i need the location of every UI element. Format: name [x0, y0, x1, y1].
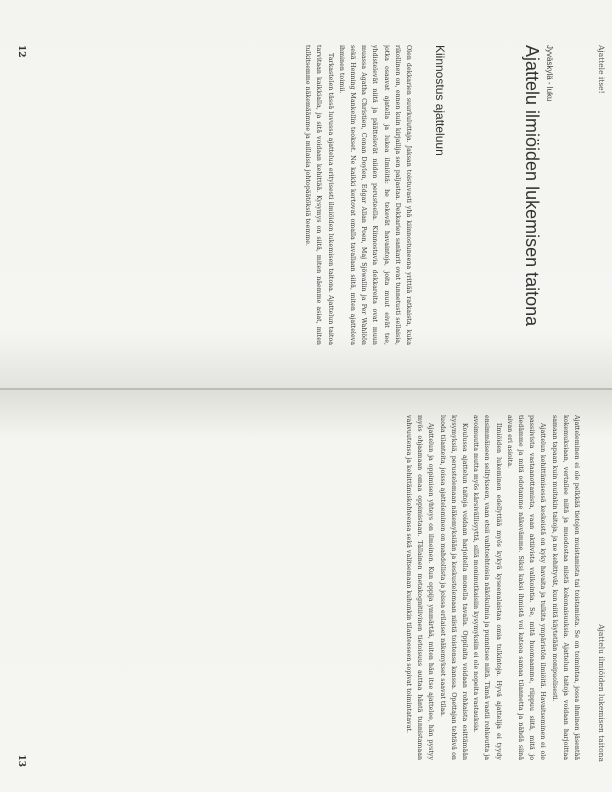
right-body-text	[37, 415, 582, 760]
section-heading: Kiinnostus ajatteluun	[433, 45, 447, 156]
chapter-title: Ajattelu ilmiöiden lukemisen taitona	[522, 45, 542, 327]
right-paragraph-4: Koulussa ajattelun taitoja voidaan harjoitella monella tavalla. Oppilaita voidaan rohkaista esittämään kysymyksiä, perustelemaan näkemyksiään ja keskustelemaan niistä toistensa kanssa. Opettajan tehtävä on luoda tilanteita, joissa ajatteleminen on mahdollista ja joissa erilaiset näkemykset saavat tilaa.	[438, 415, 468, 760]
right-paragraph-1: Ajatteleminen ei ole pelkkää tietojen muistamista tai toistamista. Se on toimintaa, jossa ihminen jäsentää kokemuksiaan, vertailee niitä ja muodostaa niistä kokonaisuuksia. Ajattelun taitoja voidaan harjoittaa samaan tapaan kuin muitakin taitoja, ja ne kehittyvät, kun niitä käytetään monipuolisesti.	[550, 415, 580, 760]
left-paragraph-1: Olen dekkarien suurkuluttaja. Jaksan toistuvasti yhä kiinnostuneena yrittää ratkaista, kuka rikollinen on, ennen kuin kirjailija sen paljastaa. Dekkarien sankarit ovat tunnetusti sellaisia, jotka osaavat ajatella ja lukea ilmiöitä: he tekevät havaintoja, joita muut eivät tee, yhdistelevät niitä ja päättelevät niiden perusteella. Kiinnostavia dekkareita ovat muun muassa Agatha Christien, Conan Doylen, Edgar Allan Poen, Maj Sjöwallin ja Per Wahlöön sekä Henning Mankellin teokset. Ne kaikki kertovat omalla tavallaan siitä, miten ajatteleva ihminen toimii.	[337, 45, 412, 345]
author-name: Jyväskylä - luku	[545, 45, 554, 102]
right-paragraph-2: Ajattelun kehittämisessä keskeistä on kyky havaita ja tulkita ympäristön ilmiöitä. Havaitseminen ei ole passiivista vastaanottamista, vaan aktiivista valikointia. Se, mitä huomaamme, riippuu siitä, mitä jo tiedämme ja mitä odotamme näkevämme. Siksi kaksi ihmistä voi katsoa samaa tilannetta ja nähdä siinä aivan eri asioita.	[505, 415, 547, 760]
right-running-head: Ajattelu ilmiöiden lukemisen taitona	[597, 624, 606, 762]
left-body-text	[44, 45, 414, 345]
left-page-number: 12	[16, 45, 26, 58]
left-page	[0, 0, 612, 390]
left-paragraph-2: Tarkastelen tässä luvussa ajattelua erityisesti ilmiöiden lukemisen taitona. Ajattelun taitoa tarvitaan kaikkialla, ja sitä voidaan kehittää. Kysymys on siitä, miten näemme asiat, miten tulkitsemme näkemäämme ja millaisia johtopäätöksiä teemme.	[304, 45, 334, 345]
right-paragraph-3: Ilmiöiden lukeminen edellyttää myös kykyä kyseenalaistaa omia tulkintoja. Hyvä ajattelija ei tyydy ensimmäiseen selitykseen, vaan etsii vaihtoehtoisia näkökulmia ja punnitsee niitä. Tämä vaatii rohkeutta ja avoimuutta mutta myös kärsivällisyyttä, sillä monimutkaisiin kysymyksiin ei ole nopeita vastauksia.	[472, 415, 502, 760]
right-page	[0, 390, 612, 792]
left-running-head: Ajattele itse!	[597, 45, 606, 94]
right-page-number: 13	[16, 754, 26, 767]
right-paragraph-5: Ajattelun ja oppimisen yhteys on ilmeinen. Kun oppija ymmärtää, miten hän itse ajattelee, hän pystyy myös ohjaamaan omaa oppimistaan. Tällainen metakognitiivinen tietoisuus auttaa häntä tunnistamaan vahvuutensa ja kehittämiskohteensa sekä valitsemaan kuhunkin tilanteeseen sopivat toimintatavat.	[404, 415, 435, 760]
